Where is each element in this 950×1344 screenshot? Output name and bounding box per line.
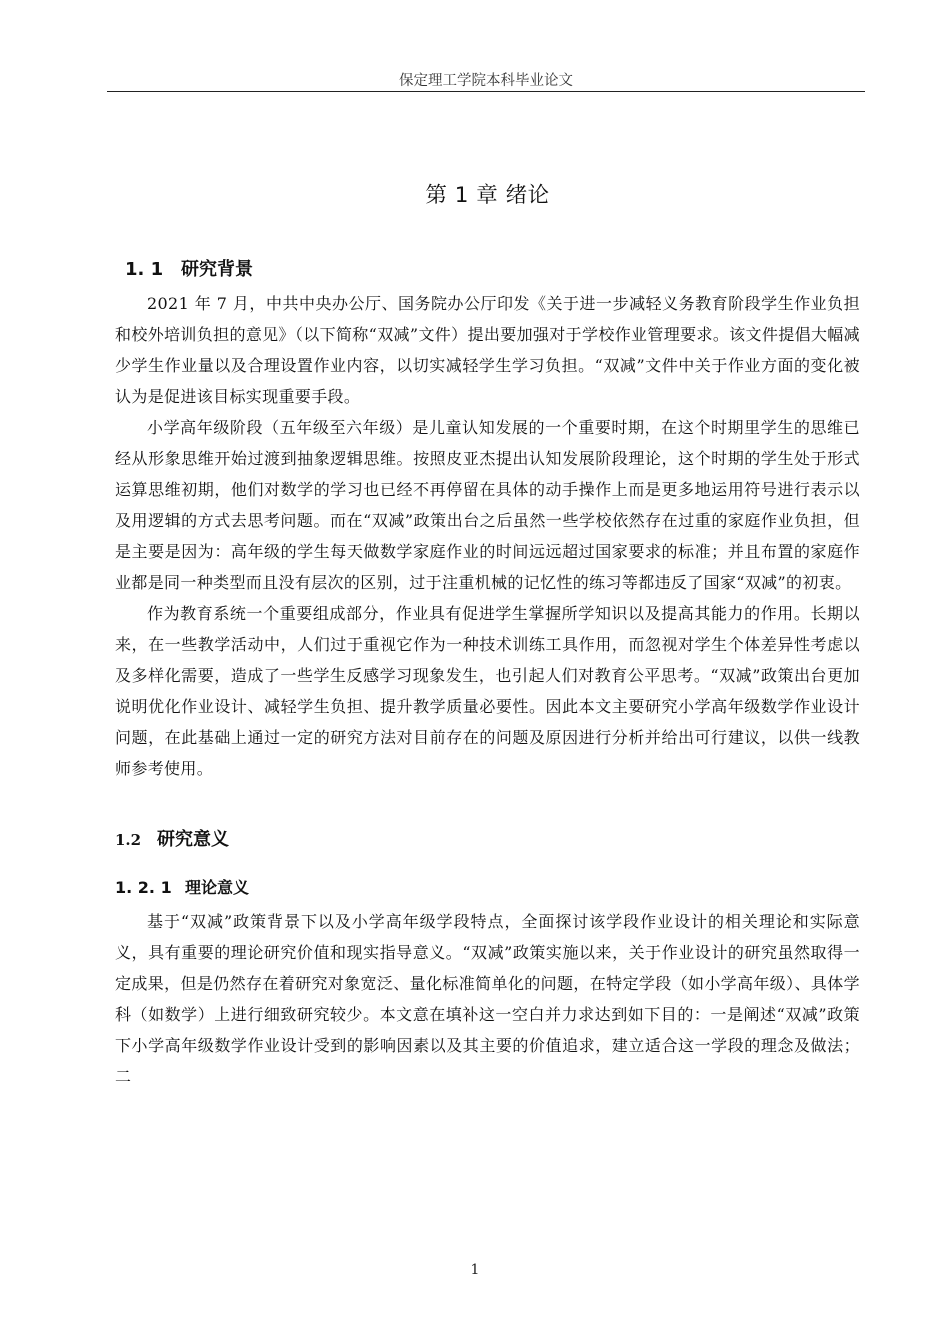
paragraph: 基于“双减”政策背景下以及小学高年级学段特点，全面探讨该学段作业设计的相关理论和实际意义，具有重要的理论研究价值和现实指导意义。“双减”政策实施以来，关于作业设计的研究虽然取得一定成果，但是仍然存在着研究对象宽泛、量化标准简单化的问题，在特定学段（如小学高年级）、具体学科（如数学）上进行细致研究较少。本文意在填补这一空白并力求达到如下目的：一是阐述“双减”政策下小学高年级数学作业设计受到的影响因素以及其主要的价值追求，建立适合这一学段的理念及做法；二 [115,912,860,1086]
section-heading-research-significance [115,826,860,854]
chapter-title: 第 1 章 绪论 [425,183,550,208]
subsection-number: 1. 2. 1 [115,878,172,897]
section-heading-research-background [115,256,860,284]
section-number: 1.2 [115,831,142,849]
header-rule [107,91,865,92]
page-body [115,180,860,1092]
section-title: 研究背景 [181,259,253,280]
subsection-heading-theoretical-significance [115,874,860,902]
section-title: 研究意义 [157,829,229,850]
running-header: 保定理工学院本科毕业论文 [399,73,573,89]
section-number: 1. 1 [125,259,164,280]
paragraph: 小学高年级阶段（五年级至六年级）是儿童认知发展的一个重要时期，在这个时期里学生的思维已经从形象思维开始过渡到抽象逻辑思维。按照皮亚杰提出认知发展阶段理论，这个时期的学生处于形式运算思维初期，他们对数学的学习也已经不再停留在具体的动手操作上而是更多地运用符号进行表示以及用逻辑的方式去思考问题。而在“双减”政策出台之后虽然一些学校依然存在过重的家庭作业负担，但是主要是因为：高年级的学生每天做数学家庭作业的时间远远超过国家要求的标准；并且布置的家庭作业都是同一种类型而且没有层次的区别，过于注重机械的记忆性的练习等都违反了国家“双减”的初衷。 [115,418,860,592]
paragraph: 作为教育系统一个重要组成部分，作业具有促进学生掌握所学知识以及提高其能力的作用。长期以来，在一些教学活动中，人们过于重视它作为一种技术训练工具作用，而忽视对学生个体差异性考虑以及多样化需要，造成了一些学生反感学习现象发生，也引起人们对教育公平思考。“双减”政策出台更加说明优化作业设计、减轻学生负担、提升教学质量必要性。因此本文主要研究小学高年级数学作业设计问题，在此基础上通过一定的研究方法对目前存在的问题及原因进行分析并给出可行建议，以供一线教师参考使用。 [115,604,860,778]
subsection-title: 理论意义 [185,878,250,897]
paragraph: 2021 年 7 月，中共中央办公厅、国务院办公厅印发《关于进一步减轻义务教育阶段学生作业负担和校外培训负担的意见》（以下简称“双减”文件）提出要加强对于学校作业管理要求。该文件提倡大幅减少学生作业量以及合理设置作业内容，以切实减轻学生学习负担。“双减”文件中关于作业方面的变化被认为是促进该目标实现重要手段。 [115,294,860,406]
page-number: 1 [470,1262,480,1278]
